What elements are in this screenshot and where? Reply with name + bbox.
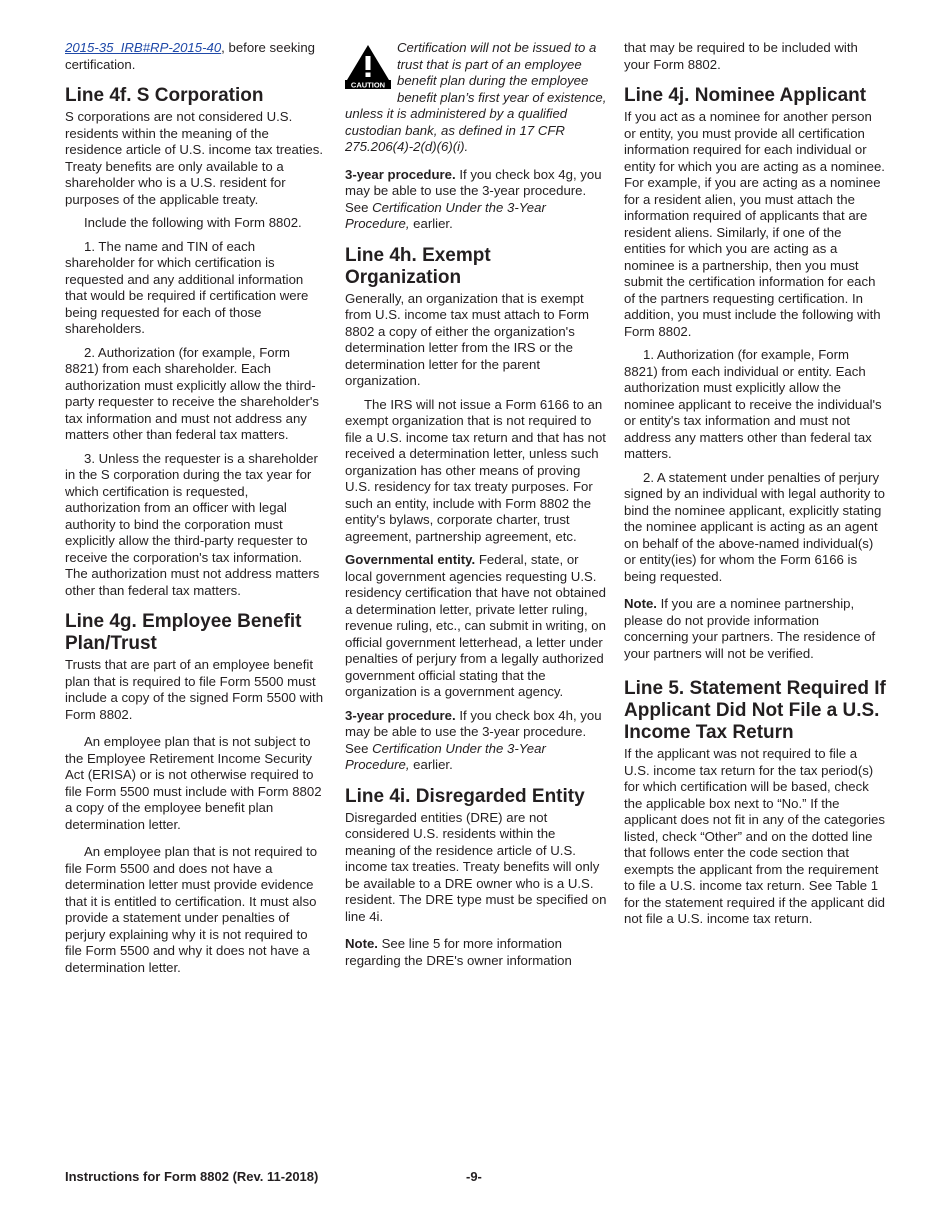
column-1 xyxy=(65,40,327,976)
paragraph: If you act as a nominee for another person or entity, you must provide all certification information required for each individual or entity for which you are acting as a nominee. For example, if you are acting as a nominee for a resident alien, you must attach the information required of applicants that are resident aliens. Similarly, if one of the entities for which you are acting as a nominee is a partnership, then you must submit the certification information for each of the partners requesting certification. In addition, you must include the following with Form 8802. xyxy=(624,109,885,339)
heading-line-4g: Line 4g. Employee Benefit Plan/Trust xyxy=(65,611,302,654)
heading-line-5: Line 5. Statement Required If Applicant Did Not File a U.S. Income Tax Return xyxy=(624,678,886,743)
heading-line-4h: Line 4h. Exempt Organization xyxy=(345,244,491,288)
caution-icon xyxy=(345,43,391,89)
paragraph: that may be required to be included with your Form 8802. xyxy=(624,40,858,72)
paragraph: 3-year procedure. If you check box 4h, you may be able to use the 3-year procedure. See Certification Under the 3-Year Procedure, earlier. xyxy=(345,707,602,772)
paragraph: An employee plan that is not required to file Form 5500 and does not have a determination letter must provide evidence that it is entitled to certification. It must also provide a statement under penalties of perjury explaining why it is not required to file Form 5500 and why it does not have a determination letter. xyxy=(65,844,318,975)
paragraph: Governmental entity. Federal, state, or local government agencies requesting U.S. residency certification that have not obtained a determination letter, private letter ruling, revenue ruling, etc., can submit in writing, on official government letterhead, a letter under penalties of perjury from a legally authorized government official stating that the organization is a government agency. xyxy=(345,552,606,699)
list-item: 2. A statement under penalties of perjury signed by an individual with legal authority to bind the nominee applicant, explicitly stating the nominee applicant is acting as an agent on behalf of the above-named individual(s) or entity(ies) for whom the Form 6166 is being requested. xyxy=(624,469,885,584)
list-item: 1. The name and TIN of each shareholder for which certification is requested and any additional information that would be required if certification were being requested for each of those shareholders. xyxy=(65,238,309,336)
paragraph: The IRS will not issue a Form 6166 to an exempt organization that is not required to file a U.S. income tax return and that has not received a determination letter, unless such organization has other means of proving U.S. residency for tax treaty purposes. For such an entity, include with Form 8802 the entity's bylaws, corporate charter, trust agreement, partnership agreement, etc. xyxy=(345,396,606,544)
caution-note xyxy=(345,40,607,156)
heading-line-4f: Line 4f. S Corporation xyxy=(65,85,264,106)
list-item: 1. Authorization (for example, Form 8821) from each individual or entity. Each authorization must explicitly allow the nominee applicant to receive the individual's or entity's tax information and must not address any matters other than federal tax matters. xyxy=(624,347,882,461)
paragraph: 3-year procedure. If you check box 4g, you may be able to use the 3-year procedure. See Certification Under the 3-Year Procedure, earlier. xyxy=(345,166,602,231)
page-number: -9- xyxy=(466,1169,482,1184)
rev-proc-link[interactable]: 2015-35_IRB#RP-2015-40 xyxy=(65,40,222,55)
list-item: 3. Unless the requester is a shareholder in the S corporation during the tax year for which certification is requested, authorization from an officer with legal authority to bind the corporation must explicitly allow the third-party requester to receive the corporation's tax information. The authorization must not address matters other than federal tax matters. xyxy=(65,450,320,598)
heading-line-4i: Line 4i. Disregarded Entity xyxy=(345,785,585,807)
caution-label: CAUTION xyxy=(350,80,386,89)
paragraph: An employee plan that is not subject to the Employee Retirement Income Security Act (ERISA) or is not otherwise required to file Form 5500 must include with Form 8802 a copy of the employee benefit plan determination letter. xyxy=(65,734,322,832)
paragraph: S corporations are not considered U.S. residents within the meaning of the residence article of U.S. income tax treaties. Treaty benefits are only available to a shareholder who is a U.S. resident for purposes of the applicable treaty. xyxy=(65,109,323,207)
caution-text: Certification will not be issued to a trust that is part of an employee benefit plan during the employee benefit plan’s first year of existence, unless it is administered by a qualified custodian bank, as defined in 17 CFR 275.206(4)-2(d)(6)(i). xyxy=(345,40,607,154)
paragraph: Disregarded entities (DRE) are not considered U.S. residents within the meaning of the residence article of U.S. income tax treaties. Treaty benefits will only be available to a DRE owner who is a U.S. resident. The DRE type must be specified on line 4i. xyxy=(345,809,607,924)
heading-line-4j: Line 4j. Nominee Applicant xyxy=(624,85,867,106)
footer-title: Instructions for Form 8802 (Rev. 11-2018) xyxy=(65,1169,319,1184)
paragraph: Note. See line 5 for more information regarding the DRE's owner information xyxy=(345,936,572,968)
column-2 xyxy=(345,40,607,969)
paragraph: Trusts that are part of an employee benefit plan that is required to file Form 5500 must include a copy of the signed Form 5500 with Form 8802. xyxy=(65,657,324,722)
paragraph: Include the following with Form 8802. xyxy=(84,215,302,230)
paragraph: Generally, an organization that is exempt from U.S. income tax must attach to Form 8802 a copy of either the organization's determination letter from the IRS or the determination letter for the parent organization. xyxy=(345,290,590,388)
paragraph: Note. If you are a nominee partnership, please do not provide information concerning your partners. The residence of your partners will not be verified. xyxy=(624,596,876,661)
column-3 xyxy=(624,40,886,928)
list-item: 2. Authorization (for example, Form 8821) from each shareholder. Each authorization must explicitly allow the third-party requester to receive the shareholder's tax information and must not address any matters other than federal tax matters. xyxy=(65,344,319,442)
paragraph: If the applicant was not required to file a U.S. income tax return for the tax period(s) for which certification will be based, check the applicable box next to “No.” If the applicant does not fit in any of the categories listed, check “Other” and on the dotted line that follows enter the code section that exempts the applicant from the requirement to file a U.S. income tax return. See Table 1 for the statement required if the applicant did not file a U.S. income tax return. xyxy=(624,746,885,926)
intro-paragraph: 2015-35_IRB#RP-2015-40, before seeking certification. xyxy=(65,40,316,72)
